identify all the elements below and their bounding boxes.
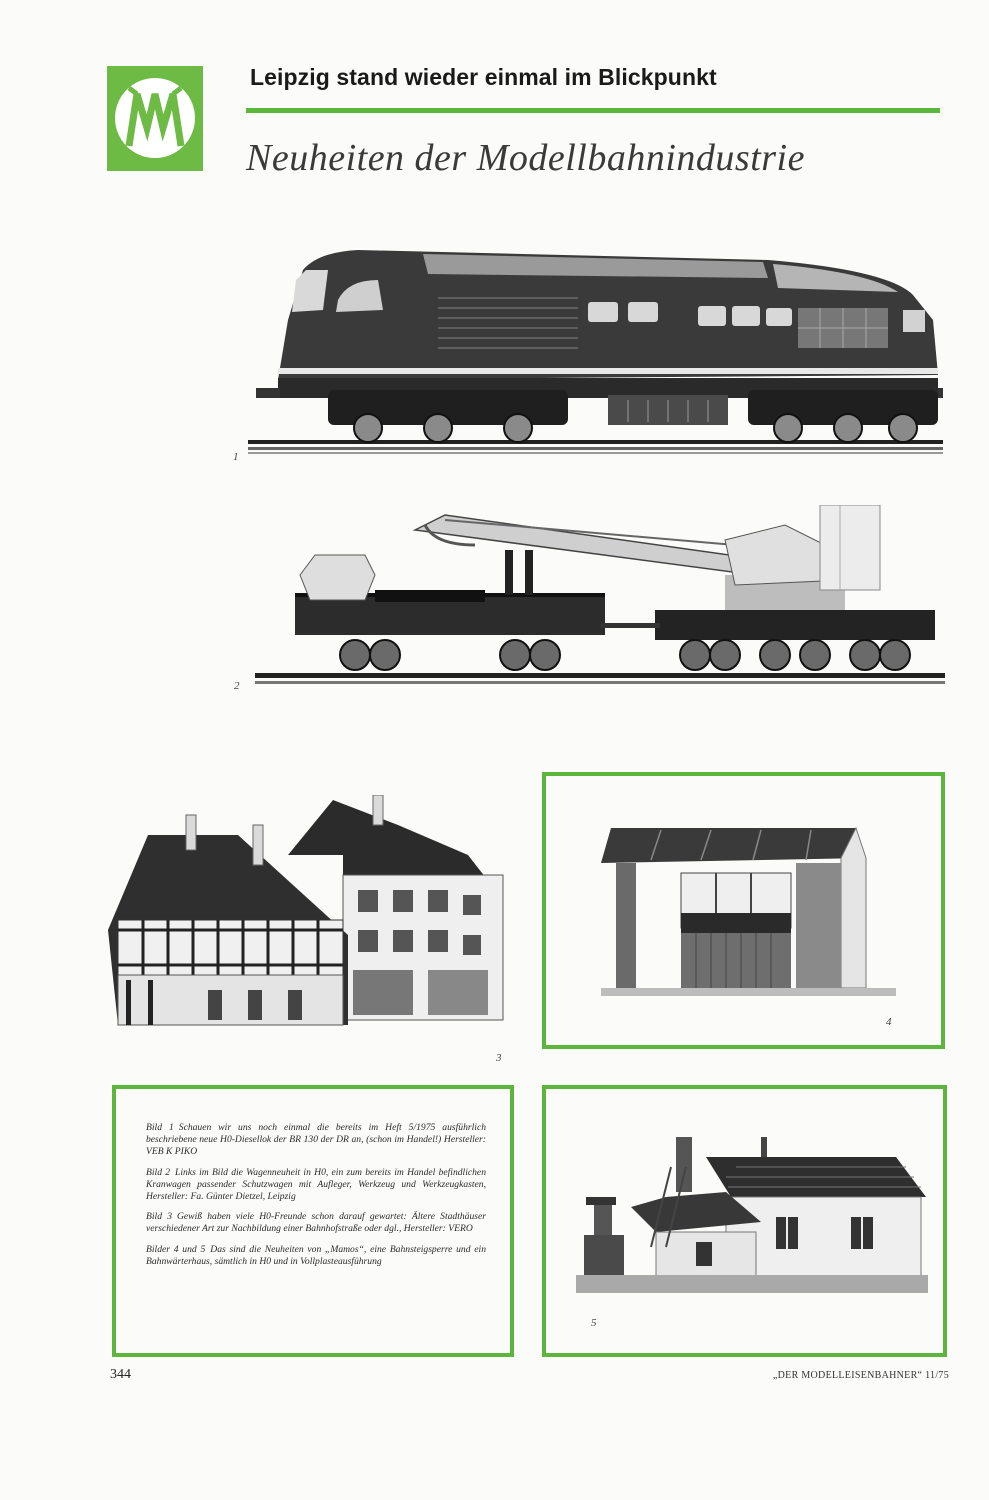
figure-1-diesel-locomotive xyxy=(248,240,943,465)
page-headline: Leipzig stand wieder einmal im Blickpunkt xyxy=(250,64,717,90)
figure-4-number: 4 xyxy=(886,1016,892,1028)
captions-text xyxy=(146,1122,486,1276)
caption-bild-3 xyxy=(146,1211,486,1235)
captions-box xyxy=(112,1085,514,1357)
caption-bild-1 xyxy=(146,1122,486,1159)
figure-1-number: 1 xyxy=(233,451,239,463)
page-number: 344 xyxy=(110,1367,131,1382)
figure-2-number: 2 xyxy=(234,680,240,692)
caption-bild-2 xyxy=(146,1167,486,1204)
caption-label: Bild 3 xyxy=(146,1211,172,1223)
figure-4-platform-barrier xyxy=(601,818,896,998)
figure-3-town-houses xyxy=(108,795,518,1045)
messe-mm-logo xyxy=(107,66,203,171)
caption-text: Schauen wir uns noch einmal die bereits im Heft 5/1975 ausführlich beschriebene neue H0-Diesellok der BR 130 der DR an, (schon im Handel!) Hersteller: VEB K PIKO xyxy=(146,1122,487,1158)
caption-bilder-4-5 xyxy=(146,1244,486,1268)
mm-logo-icon xyxy=(107,66,203,171)
page-subheadline: Neuheiten der Modellbahnindustrie xyxy=(246,137,805,179)
figure-5-keeper-house xyxy=(576,1137,928,1297)
caption-text: Gewiß haben viele H0-Freunde schon darauf gewartet: Ältere Stadthäuser verschiedener Art zur Nachbildung einer Bahnhofstraße oder dgl., Hersteller: VERO xyxy=(146,1211,486,1235)
header-divider xyxy=(246,108,940,113)
caption-label: Bild 2 xyxy=(146,1166,171,1178)
figure-5-number: 5 xyxy=(591,1317,597,1329)
figure-5-box xyxy=(542,1085,947,1357)
figure-2-crane-wagon xyxy=(255,505,945,690)
figure-3-number: 3 xyxy=(496,1052,502,1064)
caption-text: Das sind die Neuheiten von „Mamos“, eine Bahnsteigsperre und ein Bahnwärterhaus, sämtlich in H0 und in Vollplasteausführung xyxy=(146,1243,486,1267)
journal-reference: „DER MODELLEISENBAHNER“ 11/75 xyxy=(772,1370,949,1381)
caption-label: Bild 1 xyxy=(146,1122,174,1133)
caption-label: Bilder 4 und 5 xyxy=(146,1243,206,1255)
caption-text: Links im Bild die Wagenneuheit in H0, ein zum bereits im Handel befindlichen Kranwagen passender Schutzwagen mit Aufleger, Werkzeug und Werkzeugkasten, Hersteller: Fa. Günter Dietzel, Leipzig xyxy=(146,1166,486,1203)
figure-4-box xyxy=(542,772,945,1049)
